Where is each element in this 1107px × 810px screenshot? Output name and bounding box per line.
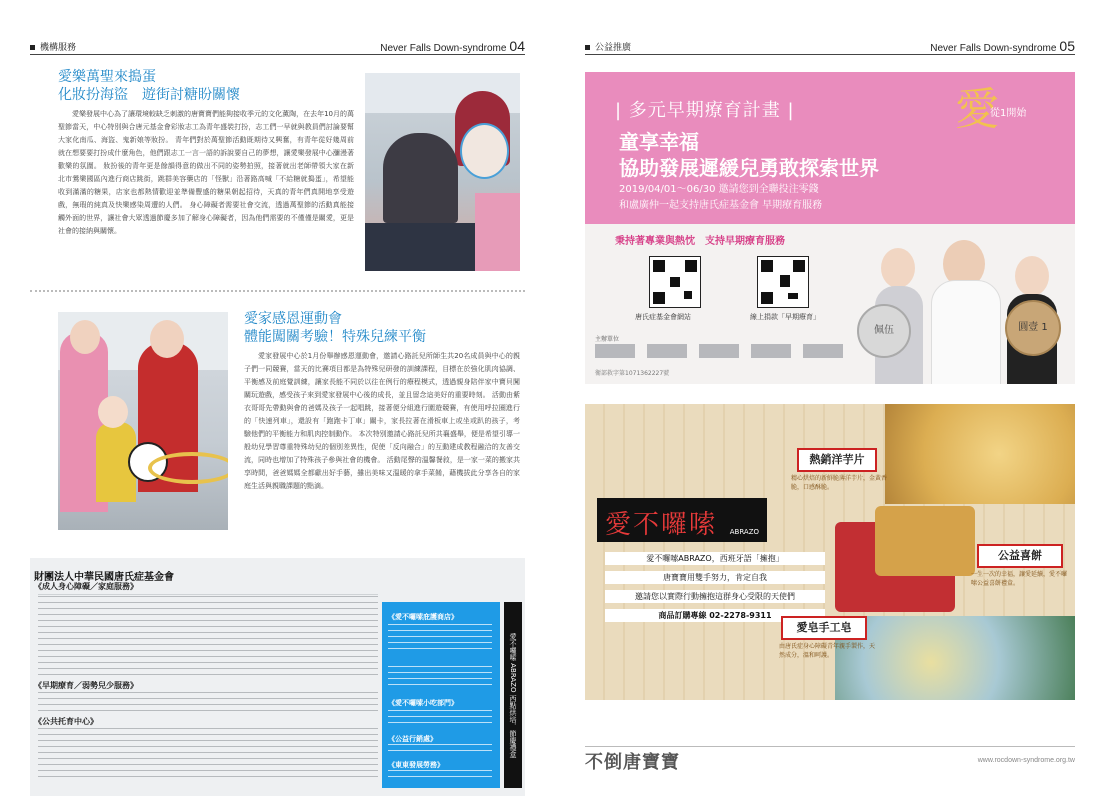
love-logo-sub: 從1開始 [990,108,1027,119]
abrazo-logo [597,498,767,542]
brand-sub: ABRAZO [729,528,759,536]
qr-caption: 唐氏症基金會網站 [635,313,691,321]
product-desc: 由唐氏症身心障礙青年親手製作，天然成分，溫和呵護。 [779,643,875,659]
ad-subline: 秉持著專業與熱忱 支持早期療育服務 [615,236,785,247]
header-rule [585,54,1075,55]
store-info-box: 《愛不囉嗦庇護商店》 《愛不囉嗦小吃部門》 《公益行銷處》 《東東發展勞務》 [382,602,500,788]
vertical-banner: 愛不囉嗦 ABRAZO 西點烘培．節慶禮盒 [504,602,522,788]
article2-body: 愛家發展中心於1月份舉辦感恩運動會，邀請心路託兒所師生共20名成員與中心的親子們一同競賽，當天的比賽項目都是為特殊兒研發的訓練課程，目標在於強化肌肉協調、平衡感及前庭覺訓練，讓家長能不同於以往在例行的療程模式，透過親身陪伴家中寶貝闖關玩遊戲，感受孩子來到愛家發展中心後的成長，並且留念這美好的重要時刻。 活動由紫衣哥哥先帶動與會的爸媽及孩子一起唱跳，接著便分組進行圍遊競賽，有使用呼拉圈進行的「快速列車」，還設有「跑跑卡丁車」關卡，家長拉著在滑板車上或坐或趴的孩子，考驗他們的平衡能力和肌肉控制動作。 本次特別邀請心路託兒所共襄盛舉，便是希望引導一般幼兒學習尊重特殊幼兒的個別差異性，促使「反向融合」的互動建成教程融洽的友善交流，同時也增加了特殊孩子參與社會的機會。 活動尾聲的溫馨餐敘，是一家一菜的搬家共享時間，爸爸媽媽全都獻出好手藝，雖出美味又溫暖的拿手菜餚，藉機拔此分享各自的家庭生活與親職課題的點滴。 [244,352,520,490]
ad-date: 2019/04/01～06/30 邀請您到全聯投注零錢 [619,184,819,195]
magazine-name: Never Falls Down-syndrome 04 [380,38,525,54]
qr-code-icon [757,256,809,308]
dotted-divider [30,290,525,292]
magazine-name: Never Falls Down-syndrome 05 [930,38,1075,54]
directory-group-label: 《早期療育／弱勢兒少服務》 [34,681,138,690]
article1-body: 愛樂發展中心為了讓環境較缺乏刺激的唐寶寶們能夠接收季元的文化薰陶，在去年10月的萬聖節當天，中心特別與合唐元基金會彩妝志工為青年盛裝打扮，志工們一早就與教員們討論要幫大家化南瓜、海盜、鬼新娘等妝扮。 青年們對於萬聖節活動既期待又興奮，有青年從好幾周前就在想要要打扮成什麼角色，他們跟志工一言一語的訴說要自己的夢想，讓愛樂發展中心瀰漫著歡樂的氛圍。 妝扮後的青年更是餘韻得意的做出不同的姿勢拍照，接著就出老師帶領大家在新北市鶯樂國區內進行商店跳街，跳群美容藥店的「怪獸」沿著路高喊「不給糖就搗蛋」，希望能收到滿滿的糖果，店家也都熱情歡迎並準備豐盛的糖果朝起招待，天真的青年們真開地享受遊戲，無瑕的純真及快樂感染周遭的人們。 身心障礙者需要社會交流，透過萬聖節的活動真能接觸外面的世界，讓社會大眾透過節慶多加了解身心障礙者，因為他們需要的不僅僅是關愛，更是社會的接納與關懷。 [58,110,354,235]
right-page [585,30,1075,790]
abrazo-intro: 愛不囉嗦ABRAZO，西班牙語「擁抱」 唐寶寶用雙手努力，肯定自我 邀請您以實際行動擁抱這群身心受限的天使們 商品訂購專線 02-2278-9311 [605,552,825,622]
left-page [30,30,525,790]
sponsor-logos [595,344,855,358]
directory-list [38,728,378,782]
product-tag-soap: 愛皂手工皂 [781,616,867,640]
article2-title: 愛家感恩運動會 體能闖關考驗！特殊兒練平衡 [244,311,426,345]
early-intervention-ad [585,72,1075,384]
sponsor-label: 主辦單位 [595,336,620,343]
footer-rule [585,746,1075,747]
section-label: 機構服務 [30,40,76,53]
qr-code-icon [649,256,701,308]
brand-name: 愛不囉嗦 [605,510,718,540]
ad-headline: | 多元早期療育計畫 | [615,100,795,121]
disc-badge: 圓壹 1 [1005,300,1061,356]
org-title: 財團法人中華民國唐氏症基金會 [34,572,174,583]
ad-slogan: 協助發展遲緩兒勇敢探索世界 [619,156,879,180]
directory-list [38,594,378,678]
halloween-photo [365,73,520,271]
page-header [585,38,1075,54]
section-label: 公益推廣 [585,40,631,53]
page-header [30,38,525,54]
permit-number: 衛部救字第1071362227號 [595,370,670,377]
product-tag-chips: 熱銷洋芋片 [797,448,877,472]
article1-title: 愛樂萬聖來搗蛋 化妝扮海盜 遊街討糖盼關懷 [58,69,240,103]
ad-people-photo [875,240,1065,384]
directory-group-label: 《成人身心障礙／家庭服務》 [34,582,138,591]
ad-slogan: 童享幸福 [619,130,699,154]
page-number: 04 [509,38,525,54]
ad-support: 和盧廣仲一起支持唐氏症基金會 早期療育服務 [619,200,823,211]
order-hotline: 商品訂購專線 02-2278-9311 [605,609,825,622]
sports-day-photo [58,312,228,530]
product-desc: 精心烘焙的新鮮脆薄洋芋片，金黃香脆，口感酥脆。 [791,475,887,491]
directory-group-label: 《公共托育中心》 [34,717,98,726]
footer-url[interactable]: www.rocdown-syndrome.org.tw [977,757,1075,764]
footer-logo: 不倒唐寶寶 [585,752,680,773]
header-rule [30,54,525,55]
product-desc: 一生一次的幸福，讓愛延續，愛不囉嗦公益喜餅禮盒。 [971,571,1067,587]
product-tag-wedding-cake: 公益喜餅 [977,544,1063,568]
qr-caption: 線上捐款「早期療育」 [750,313,820,321]
abrazo-ad [585,404,1075,700]
love-logo: 愛 [955,84,999,135]
disc-badge: 佩伍 [857,304,911,358]
page-number: 05 [1059,38,1075,54]
service-directory [30,558,525,796]
directory-list [38,692,378,712]
